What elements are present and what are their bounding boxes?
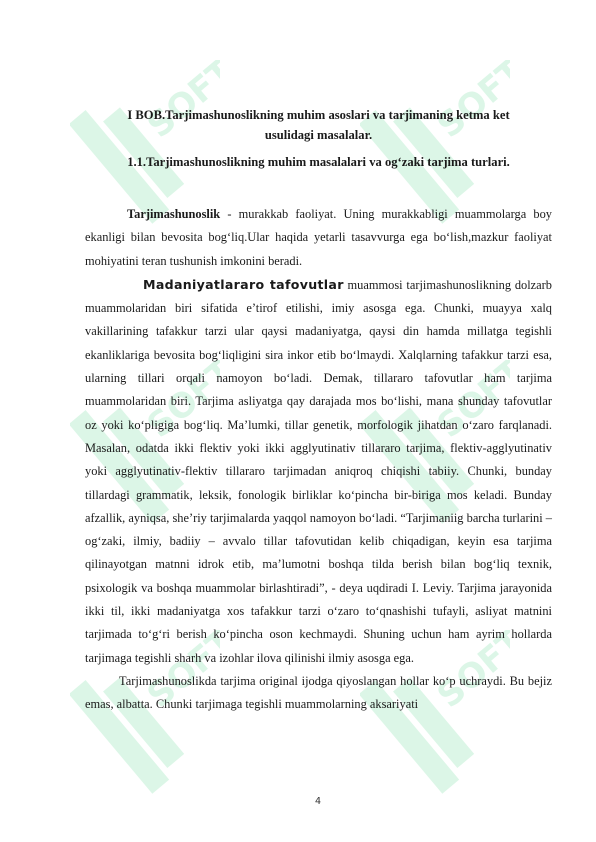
svg-text:SOFT: SOFT	[429, 60, 510, 147]
term-tarjimashunoslik: Tarjimashunoslik	[127, 207, 221, 221]
svg-text:SOFT: SOFT	[139, 60, 220, 147]
svg-text:SOFT: SOFT	[429, 630, 510, 717]
svg-text:SOFT: SOFT	[139, 360, 220, 447]
paragraph-1-text: - murakkab faoliyat. Uning murakkabligi muammolarga boy ekanligi bilan bevosita bog‘liq.Ular haqida yetarli tasavvurga ega bo‘lish,mazkur faoliyat mohiyatini teran tushunish imkonini beradi.	[85, 207, 552, 268]
chapter-title-line1: I BOB.Tarjimashunoslikning muhim asoslari va tarjimaning ketma ket	[127, 108, 510, 122]
term-madaniyatlararo: Madaniyatlararo tafovutlar	[143, 276, 344, 292]
paragraph-2-text: muammosi tarjimashunoslikning dolzarb muammolaridan biri sifatida e’tirof etilishi, imiy asosga ega. Chunki, muayya xalq vakillarining tafakkur tarzi ular qaysi madaniyatga, qaysi din hamda millatga tegishli ekanliklariga bevosita bog‘liqligini sira inkor etib bo‘lmaydi. Xalqlarning tafakkur tarzi esa, ularning tillari orqali namoyon bo‘ladi. Demak, tillararo tafovutlar ham tarjima muammolaridan biri. Tarjima asliyatga qay darajada mos bo‘lishi, mana shunday tafovutlar oz yoki ko‘pligiga bog‘liq. Ma’lumki, tillar genetik, morfologik jihatdan o‘zaro farqlanadi. Masalan, odatda ikki flektiv yoki ikki agglyutinativ tillararo tarjima, flektiv-agglyutinativ yoki agglyutinativ-flektiv tillararo tarjimadan aniqroq chiqishi tabiiy. Chunki, bunday tillardagi grammatik, leksik, fonologik birliklar ko‘pincha bir-biriga mos keladi. Bunday afzallik, ayniqsa, she’riy tarjimalarda yaqqol namoyon bo‘ladi. “Tarjimaniig barcha turlarini – og‘zaki, ilmiy, badiiy – avvalo tillar tafovutidan kelib chiqadigan, keyin esa tarjima qilinayotgan matnni idrok etib, ma’lumotni boshqa tilda berish bilan bog‘liq texnik, psixologik va boshqa muammolar birlashtiradi”, - deya uqdiradi I. Leviy. Tarjima jarayonida ikki til, ikki madaniyatga xos tafakkur tarzi o‘zaro to‘qnashishi tufayli, asliyat matnini tarjimada to‘g‘ri berish ko‘pincha oson kechmaydi. Shuning uchun ham ayrim hollarda tarjimaga tegishli sharh va izohlar ilova qilinishi ilmiy asosga ega.	[85, 277, 553, 665]
paragraph-2	[85, 273, 552, 670]
paragraph-3: Tarjimashunoslikda tarjima original ijodga qiyoslangan hollar ko‘p uchraydi. Bu bejiz emas, albatta. Chunki tarjimaga tegishli muammolarning aksariyati	[85, 673, 552, 712]
chapter-title	[85, 105, 552, 145]
paragraph-1	[85, 203, 552, 273]
section-title: 1.1.Tarjimashunoslikning muhim masalalari va og‘zaki tarjima turlari.	[127, 155, 510, 169]
chapter-title-line2: usulidagi masalalar.	[264, 128, 373, 142]
svg-text:SOFT: SOFT	[139, 630, 220, 717]
page-number: 4	[314, 796, 322, 807]
svg-text:SOFT: SOFT	[429, 360, 510, 447]
body-text	[85, 203, 552, 717]
